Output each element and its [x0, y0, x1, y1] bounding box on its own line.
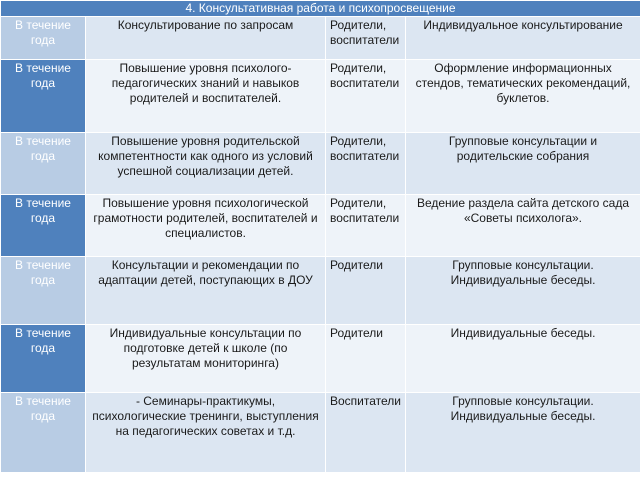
- term-cell: В течение года: [1, 133, 86, 195]
- table-row: [1, 393, 640, 473]
- term-cell: В течение года: [1, 17, 86, 60]
- term-cell: В течение года: [1, 60, 86, 133]
- audience-cell: Родители, воспитатели: [326, 133, 406, 195]
- table-row: [1, 133, 640, 195]
- term-cell: В течение года: [1, 325, 86, 393]
- form-cell: Групповые консультации. Индивидуальные беседы.: [406, 393, 640, 473]
- term-cell: В течение года: [1, 257, 86, 325]
- section-title: 4. Консультативная работа и психопросвещение: [1, 1, 640, 17]
- audience-cell: Родители, воспитатели: [326, 195, 406, 257]
- table-row: [1, 17, 640, 60]
- form-cell: Ведение раздела сайта детского сада «Советы психолога».: [406, 195, 640, 257]
- content-cell: Повышение уровня психолого-педагогических знаний и навыков родителей и воспитателей.: [86, 60, 326, 133]
- term-cell: В течение года: [1, 393, 86, 473]
- content-cell: - Семинары-практикумы, психологические тренинги, выступления на педагогических советах и т.д.: [86, 393, 326, 473]
- term-cell: В течение года: [1, 195, 86, 257]
- table-row: [1, 195, 640, 257]
- form-cell: Групповые консультации и родительские собрания: [406, 133, 640, 195]
- content-cell: Консультирование по запросам: [86, 17, 326, 60]
- audience-cell: Родители: [326, 325, 406, 393]
- section-header-row: [1, 1, 640, 17]
- content-cell: Повышение уровня психологической грамотности родителей, воспитателей и специалистов.: [86, 195, 326, 257]
- content-cell: Консультации и рекомендации по адаптации детей, поступающих в ДОУ: [86, 257, 326, 325]
- content-cell: Индивидуальные консультации по подготовке детей к школе (по результатам мониторинга): [86, 325, 326, 393]
- audience-cell: Родители, воспитатели: [326, 17, 406, 60]
- table-row: [1, 257, 640, 325]
- audience-cell: Воспитатели: [326, 393, 406, 473]
- table-row: [1, 325, 640, 393]
- form-cell: Индивидуальные беседы.: [406, 325, 640, 393]
- content-cell: Повышение уровня родительской компетентности как одного из условий успешной социализации детей.: [86, 133, 326, 195]
- form-cell: Групповые консультации. Индивидуальные беседы.: [406, 257, 640, 325]
- audience-cell: Родители: [326, 257, 406, 325]
- audience-cell: Родители, воспитатели: [326, 60, 406, 133]
- form-cell: Оформление информационных стендов, тематических рекомендаций, буклетов.: [406, 60, 640, 133]
- form-cell: Индивидуальное консультирование: [406, 17, 640, 60]
- table-row: [1, 60, 640, 133]
